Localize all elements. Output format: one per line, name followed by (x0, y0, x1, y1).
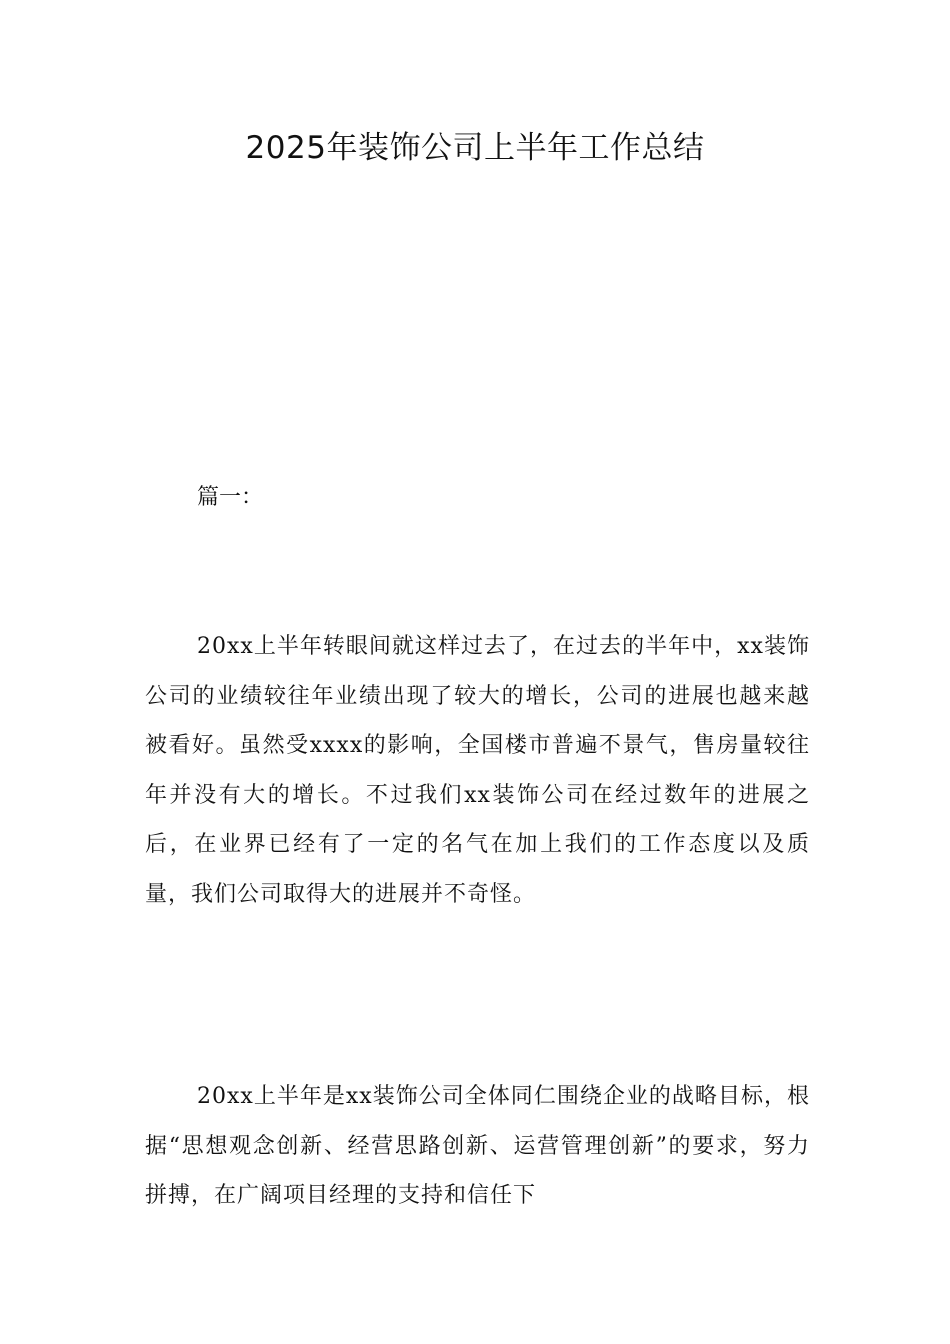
section-label: 篇一： (197, 485, 264, 510)
document-title: 2025年装饰公司上半年工作总结 (245, 130, 705, 166)
body-paragraph-2: 20xx上半年是xx装饰公司全体同仁围绕企业的战略目标，根据“思想观念创新、经营思路创新、运营管理创新”的要求，努力拼搏，在广阔项目经理的支持和信任下 (145, 1084, 810, 1208)
body-paragraph-1: 20xx上半年转眼间就这样过去了，在过去的半年中，xx装饰公司的业绩较往年业绩出现了较大的增长，公司的进展也越来越被看好。虽然受xxxx的影响，全国楼市普遍不景气，售房量较往年并没有大的增长。不过我们xx装饰公司在经过数年的进展之后，在业界已经有了一定的名气在加上我们的工作态度以及质量，我们公司取得大的进展并不奇怪。 (145, 634, 810, 907)
